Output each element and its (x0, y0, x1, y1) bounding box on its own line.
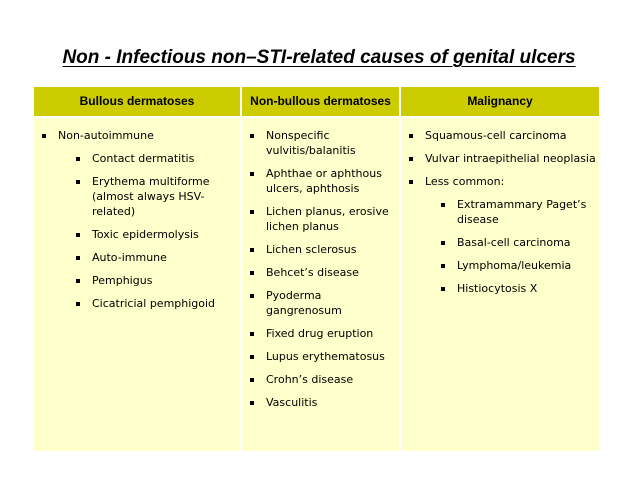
list-item-text: Cicatricial pemphigoid (92, 297, 216, 310)
list-item (242, 204, 399, 234)
list-item (242, 372, 399, 387)
bullet-icon (409, 157, 413, 161)
list-item (34, 151, 238, 166)
column-non-bullous (242, 128, 399, 418)
bullet-icon (76, 180, 80, 184)
list-item-text: Erythema multiforme (almost always HSV-related) (92, 175, 210, 218)
column-header-malignancy: Malignancy (401, 87, 599, 116)
bullet-icon (409, 134, 413, 138)
list-item (34, 227, 238, 242)
bullet-icon (441, 241, 445, 245)
column-bullous (34, 128, 238, 319)
bullet-icon (250, 172, 254, 176)
list-item (34, 174, 238, 219)
bullet-icon (250, 134, 254, 138)
list-item-text: Toxic epidermolysis (92, 228, 199, 241)
bullet-icon (76, 279, 80, 283)
bullet-icon (441, 287, 445, 291)
list-item-text: Pemphigus (92, 274, 153, 287)
list-item-text: Fixed drug eruption (266, 327, 374, 340)
list-item (242, 288, 399, 318)
bullet-icon (76, 233, 80, 237)
header-divider (34, 116, 599, 118)
list-item-text: Pyoderma gangrenosum (266, 289, 342, 317)
list-item (242, 349, 399, 364)
bullet-icon (42, 134, 46, 138)
list-item-text: Non-autoimmune (58, 129, 154, 142)
list-item-text: Auto-immune (92, 251, 167, 264)
list-item-text: Histiocytosis X (457, 282, 538, 295)
list-item-text: Lichen planus, erosive lichen planus (266, 205, 389, 233)
list-item-text: Vulvar intraepithelial neoplasia (425, 152, 596, 165)
list-item (242, 128, 399, 158)
list-item-text: Behcet’s disease (266, 266, 359, 279)
bullet-icon (250, 294, 254, 298)
column-header-non-bullous: Non-bullous dermatoses (242, 87, 399, 116)
list-item-text: Extramammary Paget’s disease (457, 198, 587, 226)
list-item-text: Lichen sclerosus (266, 243, 357, 256)
list-item (242, 166, 399, 196)
list-item (34, 296, 238, 311)
list-item (401, 174, 597, 189)
bullet-icon (441, 203, 445, 207)
bullet-icon (250, 271, 254, 275)
bullet-icon (250, 355, 254, 359)
bullet-icon (441, 264, 445, 268)
list-item (34, 128, 238, 143)
list-item-text: Vasculitis (266, 396, 318, 409)
list-item (401, 235, 597, 250)
list-item-text: Contact dermatitis (92, 152, 195, 165)
list-item (242, 395, 399, 410)
list-item (401, 258, 597, 273)
list-item (401, 197, 597, 227)
bullet-icon (76, 256, 80, 260)
bullet-icon (76, 157, 80, 161)
list-item (34, 250, 238, 265)
slide-title: Non - Infectious non–STI-related causes of genital ulcers (62, 47, 576, 68)
list-item-text: Lupus erythematosus (266, 350, 385, 363)
list-item-text: Less common: (425, 175, 505, 188)
bullet-icon (250, 248, 254, 252)
list-item (401, 151, 597, 166)
list-item-text: Aphthae or aphthous ulcers, aphthosis (266, 167, 382, 195)
list-item-text: Squamous-cell carcinoma (425, 129, 567, 142)
list-item (401, 281, 597, 296)
causes-table (34, 87, 599, 451)
list-item (242, 242, 399, 257)
bullet-icon (250, 210, 254, 214)
column-header-bullous: Bullous dermatoses (34, 87, 240, 116)
list-item-text: Crohn’s disease (266, 373, 354, 386)
bullet-icon (76, 302, 80, 306)
bullet-icon (250, 401, 254, 405)
bullet-icon (250, 378, 254, 382)
list-item-text: Nonspecific vulvitis/balanitis (266, 129, 356, 157)
bullet-icon (250, 332, 254, 336)
column-malignancy (401, 128, 597, 304)
list-item-text: Basal-cell carcinoma (457, 236, 571, 249)
list-item (34, 273, 238, 288)
list-item (242, 265, 399, 280)
list-item (401, 128, 597, 143)
list-item (242, 326, 399, 341)
list-item-text: Lymphoma/leukemia (457, 259, 572, 272)
bullet-icon (409, 180, 413, 184)
